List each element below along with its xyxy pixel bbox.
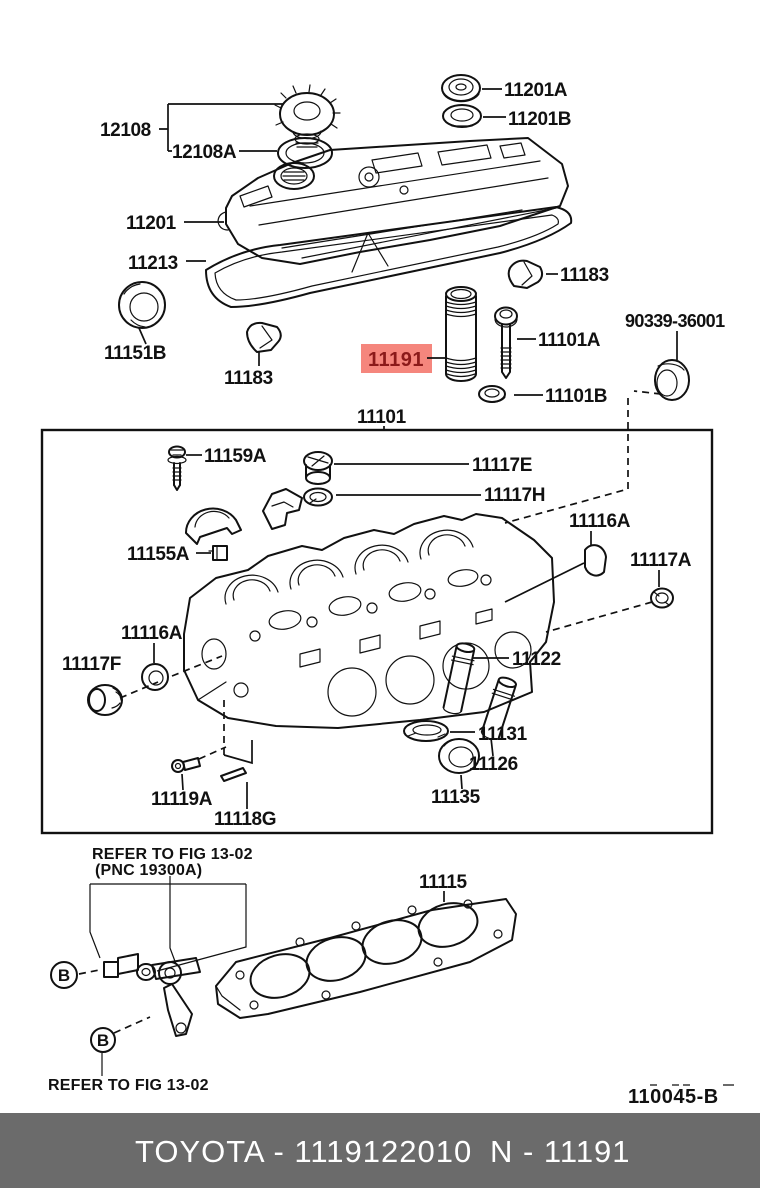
- part-label-11101B[interactable]: 11101B: [545, 386, 608, 407]
- part-cylinder-head-cover: [218, 138, 568, 272]
- refer-note-top-line1: REFER TO FIG 13-02: [92, 846, 253, 863]
- leader-11116A-right: [505, 563, 584, 602]
- part-lever-bracket: [152, 958, 200, 1036]
- part-bearing-cap-dome: [186, 509, 241, 544]
- head-drop-hook: [224, 740, 252, 763]
- part-label-11213[interactable]: 11213: [128, 253, 178, 274]
- part-plug-11117F: [88, 685, 122, 715]
- callout-b-1-letter: B: [57, 966, 71, 985]
- part-bolt-11159A: [168, 447, 186, 491]
- callout-b-1: [51, 962, 99, 988]
- callout-b-2: [91, 1017, 150, 1076]
- part-pin-11119A: [172, 758, 200, 772]
- part-seal-11201A: [442, 75, 480, 102]
- part-label-11118G[interactable]: 11118G: [214, 809, 277, 830]
- part-label-11116A-right[interactable]: 11116A: [569, 511, 631, 532]
- part-label-90339-36001[interactable]: 90339-36001: [625, 311, 725, 331]
- leader-lines: [139, 89, 677, 902]
- part-label-11191[interactable]: 11191: [368, 349, 424, 371]
- part-label-11115[interactable]: 11115: [419, 872, 467, 893]
- part-label-11101A[interactable]: 11101A: [538, 330, 601, 351]
- part-spark-plug-tube-11191: [446, 287, 476, 381]
- part-label-11131[interactable]: 11131: [478, 724, 527, 745]
- part-plug-11116A-right: [585, 545, 606, 575]
- part-pin-11118G: [221, 768, 246, 781]
- footer-part-number: TOYOTA - 1119122010: [135, 1134, 473, 1169]
- part-label-11117F[interactable]: 11117F: [62, 654, 121, 675]
- dashed-leader-11117A: [546, 602, 652, 632]
- figure-code: 110045-B: [628, 1086, 719, 1108]
- highlighted-part-callout[interactable]: [361, 344, 446, 373]
- dashed-leader-11117F: [120, 656, 222, 698]
- part-sensor-assembly: [104, 954, 155, 980]
- part-label-11201A[interactable]: 11201A: [504, 80, 568, 101]
- part-label-11183-right[interactable]: 11183: [560, 265, 609, 286]
- part-cushion-11183-left: [247, 323, 281, 352]
- part-label-11117H[interactable]: 11117H: [484, 485, 546, 506]
- part-label-11116A-left[interactable]: 11116A: [121, 623, 183, 644]
- part-seal-11151B: [119, 282, 165, 328]
- part-cushion-11183-right: [509, 261, 542, 288]
- part-nut-11101B: [479, 386, 505, 402]
- part-gasket-11131: [404, 721, 448, 741]
- part-label-11126[interactable]: 11126: [469, 754, 518, 775]
- part-label-11151B[interactable]: 11151B: [104, 343, 167, 364]
- part-clip-11155A: [209, 546, 227, 560]
- part-bearing-cap-angular: [263, 489, 302, 529]
- part-label-11122[interactable]: 11122: [512, 649, 561, 670]
- part-label-11101[interactable]: 11101: [357, 407, 406, 428]
- part-label-12108A[interactable]: 12108A: [172, 142, 237, 163]
- part-label-11119A[interactable]: 11119A: [151, 789, 213, 810]
- footer-part-code: N - 11191: [490, 1134, 631, 1169]
- part-label-11159A[interactable]: 11159A: [204, 446, 267, 467]
- part-label-11135[interactable]: 11135: [431, 787, 480, 808]
- part-label-11155A[interactable]: 11155A: [127, 544, 190, 565]
- part-label-11201B[interactable]: 11201B: [508, 109, 572, 130]
- part-plug-11116A-left: [142, 664, 168, 690]
- refer-note-bracket: [90, 876, 246, 971]
- part-bolt-11101A: [495, 308, 517, 379]
- part-labels: [62, 80, 725, 893]
- callout-b-2-letter: B: [96, 1031, 110, 1050]
- dashed-leader-11119A: [199, 747, 226, 759]
- refer-note-bottom: REFER TO FIG 13-02: [48, 1077, 209, 1094]
- figure-code-group: [628, 1085, 734, 1108]
- part-cylinder-head: [184, 514, 554, 728]
- part-label-11201[interactable]: 11201: [126, 213, 176, 234]
- part-grommet-11201B: [443, 105, 481, 127]
- part-plug-11117A: [651, 589, 673, 608]
- part-gasket-11117H: [304, 489, 332, 506]
- part-label-11183-left[interactable]: 11183: [224, 368, 273, 389]
- part-plug-11117E: [304, 452, 332, 484]
- part-label-11117E[interactable]: 11117E: [472, 455, 532, 476]
- footer-bar: [0, 1113, 760, 1188]
- part-label-11117A[interactable]: 11117A: [630, 550, 692, 571]
- part-label-12108[interactable]: 12108: [100, 120, 151, 141]
- refer-note-top-line2: (PNC 19300A): [95, 862, 203, 879]
- part-head-gasket-11115: [216, 897, 516, 1018]
